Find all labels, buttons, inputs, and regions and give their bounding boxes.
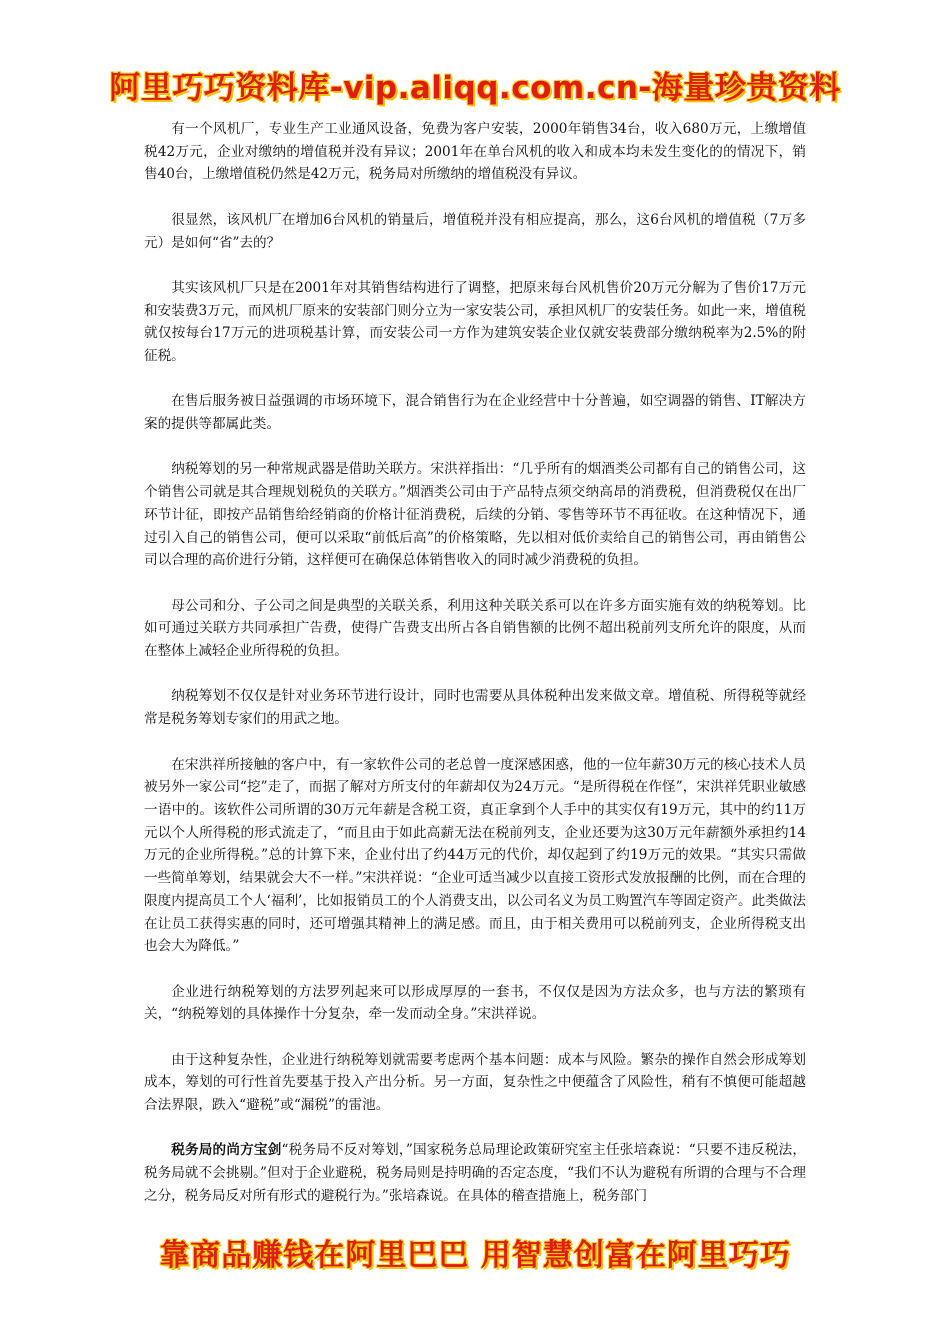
paragraph: 很显然，该风机厂在增加6台风机的销量后，增值税并没有相应提高，那么，这6台风机的增值税（7万多元）是如何“省”去的？ xyxy=(144,211,806,251)
final-paragraph xyxy=(144,1139,806,1207)
paragraph: 其实该风机厂只是在2001年对其销售结构进行了调整，把原来每台风机售价20万元分解为了售价17万元和安装费3万元，而风机厂原来的安装部门则分立为一家安装公司，承担风机厂的安装任务。如此一来，增值税就仅按每台17万元的进项税基计算，而安装公司一方作为建筑安装企业仅就安装费部分缴纳税率为2.5%的附征税。 xyxy=(144,279,806,364)
header-banner: 阿里巧巧资料库-vip.aliqq.com.cn-海量珍贵资料 xyxy=(109,70,841,106)
paragraph: 纳税筹划的另一种常规武器是借助关联方。宋洪祥指出：“几乎所有的烟酒类公司都有自己的销售公司，这个销售公司就是其合理规划税负的关联方。”烟酒类公司由于产品特点须交纳高昂的消费税，但消费税仅在出厂环节计征，即按产品销售给经销商的价格计征消费税，后续的分销、零售等环节不再征收。在这种情况下，通过引入自己的销售公司，便可以采取“前低后高”的价格策略，先以相对低价卖给自己的销售公司，再由销售公司以合理的高价进行分销，这样便可在确保总体销售收入的同时减少消费税的负担。 xyxy=(144,461,806,569)
section-heading: 税务局的尚方宝剑 xyxy=(171,1142,282,1159)
article-body xyxy=(144,118,806,1208)
footer-banner: 靠商品赚钱在阿里巴巴 用智慧创富在阿里巧巧 xyxy=(159,1238,791,1273)
paragraph: 企业进行纳税筹划的方法罗列起来可以形成厚厚的一套书，不仅仅是因为方法众多，也与方法的繁琐有关，“纳税筹划的具体操作十分复杂，牵一发而动全身。”宋洪祥说。 xyxy=(144,983,806,1023)
paragraph: 在售后服务被日益强调的市场环境下，混合销售行为在企业经营中十分普遍，如空调器的销售、IT解决方案的提供等都属此类。 xyxy=(144,393,806,433)
final-paragraph-text: “税务局不反对筹划，”国家税务总局理论政策研究室主任张培森说：“只要不违反税法，税务局就不会挑剔。”但对于企业避税，税务局则是持明确的否定态度，“我们不认为避税有所谓的合理与不合理之分，税务局反对所有形式的避税行为。”张培森说。在具体的稽查措施上，税务部门 xyxy=(144,1142,807,1204)
paragraph: 在宋洪祥所接触的客户中，有一家软件公司的老总曾一度深感困惑，他的一位年薪30万元的核心技术人员被另外一家公司“挖”走了，而据了解对方所支付的年薪却仅为24万元。“是所得税在作怪”，宋洪祥凭职业敏感一语中的。该软件公司所谓的30万元年薪是含税工资，真正拿到个人手中的其实仅有19万元，其中的约11万元以个人所得税的形式流走了，“而且由于如此高薪无法在税前列支，企业还要为这30万元年薪额外承担约14万元的企业所得税。”总的计算下来，企业付出了约44万元的代价，却仅起到了约19万元的效果。“其实只需做一些简单筹划，结果就会大不一样。”宋洪祥说：“企业可适当减少以直接工资形式发放报酬的比例，而在合理的限度内提高员工个人‘福利’，比如报销员工的个人消费支出，以公司名义为员工购置汽车等固定资产。此类做法在让员工获得实惠的同时，还可增强其精神上的满足感。而且，由于相关费用可以税前列支，企业所得税支出也会大为降低。” xyxy=(144,756,806,955)
paragraph: 由于这种复杂性，企业进行纳税筹划就需要考虑两个基本问题：成本与风险。繁杂的操作自然会形成筹划成本，筹划的可行性首先要基于投入产出分析。另一方面，复杂性之中便蕴含了风险性，稍有不慎便可能超越合法界限，跌入“避税”或“漏税”的雷池。 xyxy=(144,1051,806,1114)
paragraph: 有一个风机厂，专业生产工业通风设备，免费为客户安装，2000年销售34台，收入680万元，上缴增值税42万元，企业对缴纳的增值税并没有异议；2001年在单台风机的收入和成本均未发生变化的的情况下，销售40台，上缴增值税仍然是42万元，税务局对所缴纳的增值税没有异议。 xyxy=(144,121,806,183)
paragraph: 纳税筹划不仅仅是针对业务环节进行设计，同时也需要从具体税种出发来做文章。增值税、所得税等就经常是税务筹划专家们的用武之地。 xyxy=(144,688,806,728)
paragraph: 母公司和分、子公司之间是典型的关联关系，利用这种关联关系可以在许多方面实施有效的纳税筹划。比如可通过关联方共同承担广告费，使得广告费支出所占各自销售额的比例不超出税前列支所允许的限度，从而在整体上减轻企业所得税的负担。 xyxy=(144,597,806,660)
